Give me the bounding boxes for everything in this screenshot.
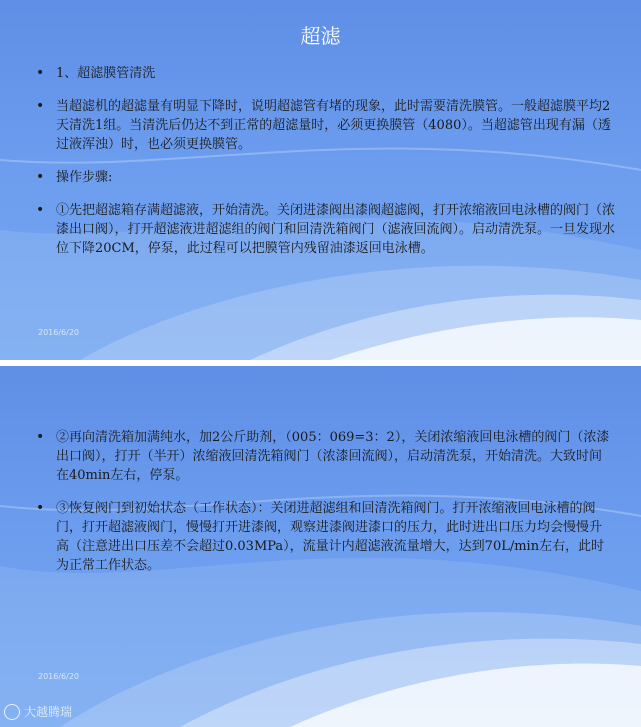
- slide-1: [0, 0, 641, 360]
- bullet-item: • ①先把超滤箱存满超滤液，开始清洗。关闭进漆阀出漆阀超滤阀，打开浓缩液回电泳槽的阀门（浓漆出口阀），打开超滤液进超滤组的阀门和回清洗箱阀门（滤液回流阀）。启动清洗泵。一旦发现水位下降20CM，停泵，此过程可以把膜管内残留油漆返回电泳槽。: [24, 201, 616, 258]
- slide-2-bullets: [24, 428, 610, 589]
- bullet-item: • ③恢复阀门到初始状态（工作状态）：关闭进超滤组和回清洗箱阀门。打开浓缩液回电泳槽的阀门，打开超滤液阀门，慢慢打开进漆阀，观察进漆阀进漆口的压力，此时进出口压力均会慢慢升高（注意进出口压差不会超过0.03MPa），流量计内超滤液流量增大，达到70L/min左右，此时为正常工作状态。: [24, 499, 610, 575]
- slide-1-bullets: [24, 64, 616, 272]
- slide-title: 超滤: [300, 24, 341, 48]
- bullet-item: • 1、超滤膜管清洗: [24, 64, 616, 83]
- slide-date: 2016/6/20: [38, 328, 80, 337]
- slide-2: [0, 366, 641, 727]
- slide-date: 2016/6/20: [38, 672, 80, 681]
- bullet-item: • ②再向清洗箱加满纯水，加2公斤助剂，（005：069=3：2），关闭浓缩液回电泳槽的阀门（浓漆出口阀），打开（半开）浓缩液回清洗箱阀门（浓漆回流阀），启动清洗泵，开始清洗。大致时间在40min左右，停泵。: [24, 428, 610, 485]
- watermark: [4, 703, 72, 720]
- bullet-item: • 操作步骤:: [24, 168, 616, 187]
- watermark-logo-icon: [4, 704, 20, 720]
- watermark-text: 大越腾瑞: [24, 705, 73, 719]
- bullet-item: • 当超滤机的超滤量有明显下降时，说明超滤管有堵的现象，此时需要清洗膜管。一般超滤膜平均2天清洗1组。当清洗后仍达不到正常的超滤量时，必须更换膜管（4080）。当超滤管出现有漏（透过液浑浊）时，也必须更换膜管。: [24, 97, 616, 154]
